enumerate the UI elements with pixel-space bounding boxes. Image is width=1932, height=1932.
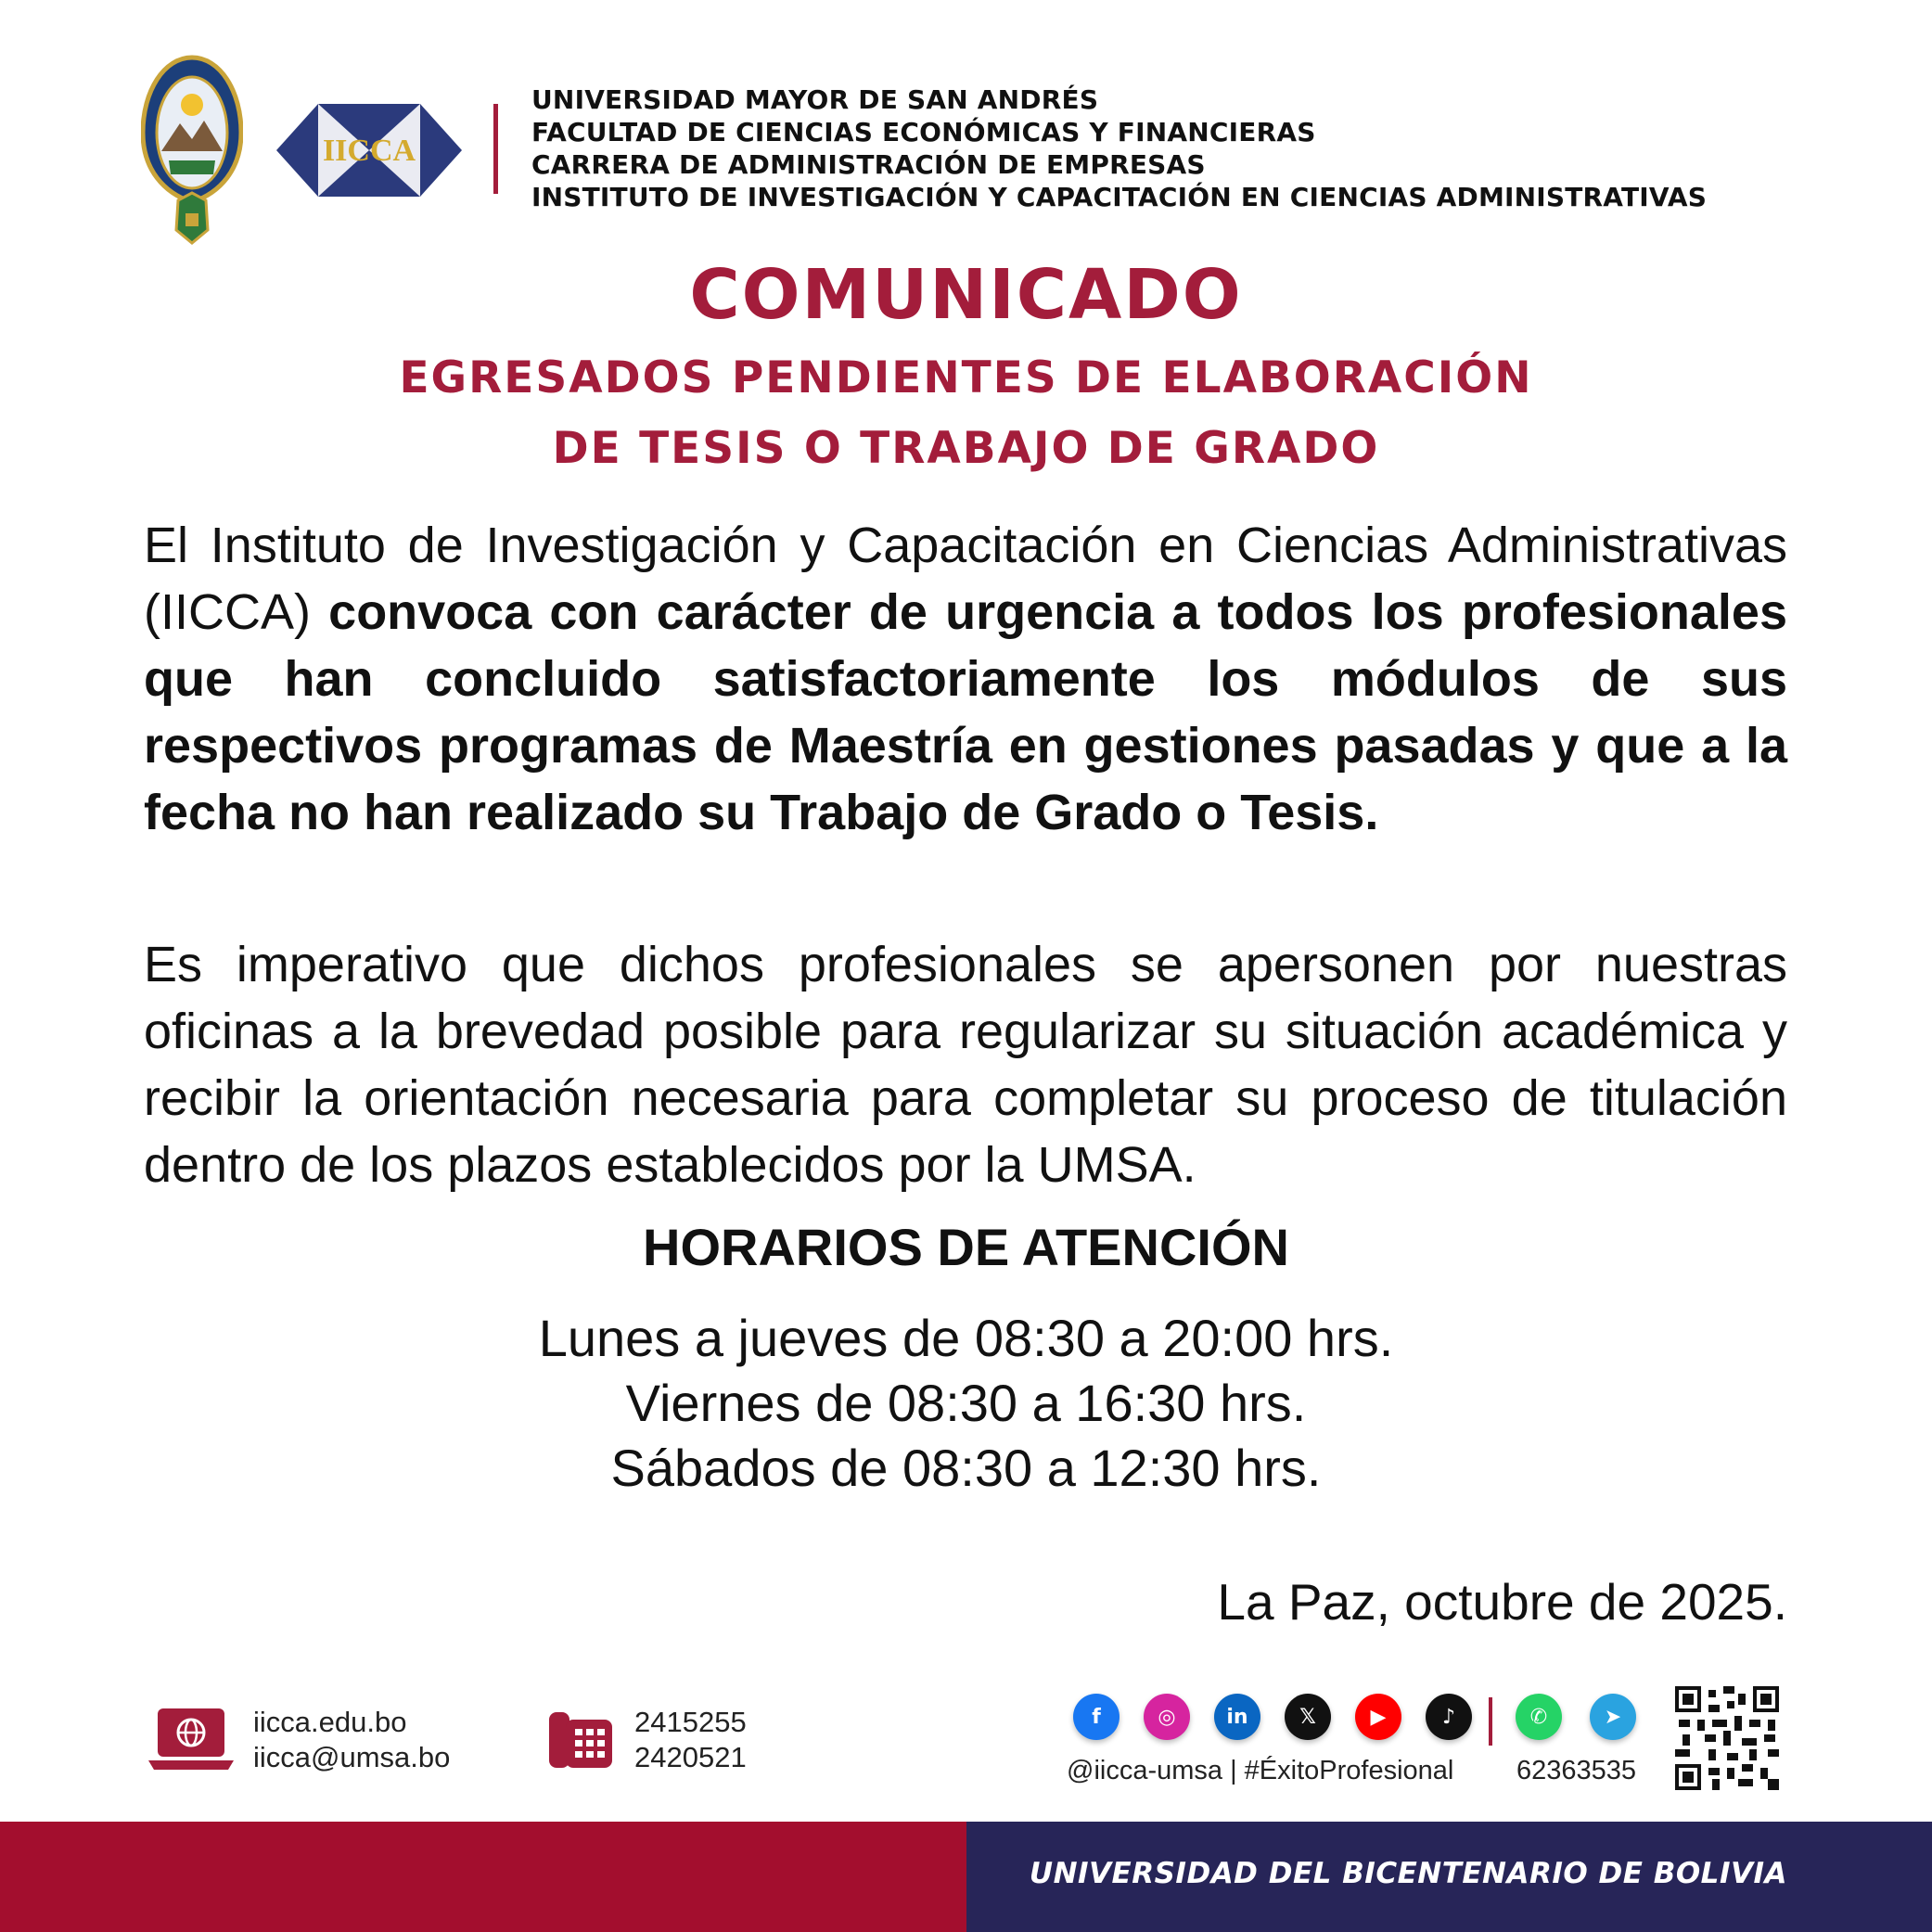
header-divider bbox=[493, 104, 498, 194]
phone-number-2[interactable]: 2420521 bbox=[634, 1741, 747, 1773]
paragraph-1-intro: El Instituto de Investigación y Capacitación en Ciencias Administrativas (IICCA) bbox=[144, 518, 1787, 640]
paragraph-1-emphasis: convoca con carácter de urgencia a todos los profesionales que han concluido satisfactoriamente los módulos de sus respectivos programas de Maestría en gestiones pasadas y que a la fecha no han realizado su Trabajo de Grado o Tesis. bbox=[144, 584, 1787, 840]
hours-title: HORARIOS DE ATENCIÓN bbox=[643, 1218, 1289, 1276]
social-handle: @iicca-umsa | #ÉxitoProfesional bbox=[1067, 1756, 1454, 1785]
subtitle-line-2: DE TESIS O TRABAJO DE GRADO bbox=[552, 423, 1380, 474]
web-contact bbox=[253, 1705, 450, 1775]
iicca-logo-text: IICCA bbox=[322, 134, 416, 168]
umsa-seal-logo bbox=[141, 54, 243, 245]
header-line-university: UNIVERSIDAD MAYOR DE SAN ANDRÉS bbox=[531, 84, 1099, 115]
messenger-icons bbox=[1516, 1694, 1636, 1740]
institution-header bbox=[531, 83, 1737, 213]
email-link[interactable]: iicca@umsa.bo bbox=[253, 1741, 451, 1773]
social-icons bbox=[1073, 1694, 1472, 1740]
phone-numbers bbox=[634, 1705, 747, 1775]
hours-line-saturday: Sábados de 08:30 a 12:30 hrs. bbox=[610, 1439, 1322, 1497]
qr-code[interactable] bbox=[1675, 1686, 1779, 1790]
announcement-paragraph-2: Es imperativo que dichos profesionales se apersonen por nuestras oficinas a la brevedad posible para regularizar su situación académica y recibir la orientación necesaria para completar su proceso de titulación dentro de los plazos establecidos por la UMSA. bbox=[144, 937, 1787, 1193]
header-line-institute: INSTITUTO DE INVESTIGACIÓN Y CAPACITACIÓN EN CIENCIAS ADMINISTRATIVAS bbox=[531, 182, 1708, 212]
iicca-logo bbox=[276, 104, 462, 197]
announcement-paragraph-1 bbox=[144, 512, 1787, 846]
hours-line-friday: Viernes de 08:30 a 16:30 hrs. bbox=[625, 1374, 1307, 1432]
x-icon[interactable]: 𝕏 bbox=[1285, 1694, 1331, 1740]
footer-slogan: UNIVERSIDAD DEL BICENTENARIO DE BOLIVIA bbox=[1029, 1857, 1787, 1890]
whatsapp-number[interactable]: 62363535 bbox=[1516, 1756, 1637, 1785]
telegram-icon[interactable]: ➤ bbox=[1590, 1694, 1636, 1740]
youtube-icon[interactable]: ▶ bbox=[1355, 1694, 1401, 1740]
whatsapp-icon[interactable]: ✆ bbox=[1516, 1694, 1562, 1740]
footer-band-left bbox=[0, 1822, 966, 1932]
date-line: La Paz, octubre de 2025. bbox=[1217, 1573, 1787, 1631]
header-line-faculty: FACULTAD DE CIENCIAS ECONÓMICAS Y FINANCIERAS bbox=[531, 117, 1316, 147]
social-divider bbox=[1489, 1697, 1492, 1746]
hours-line-weekdays: Lunes a jueves de 08:30 a 20:00 hrs. bbox=[538, 1309, 1394, 1367]
linkedin-icon[interactable]: in bbox=[1214, 1694, 1260, 1740]
page-title: COMUNICADO bbox=[689, 255, 1243, 335]
laptop-globe-icon bbox=[148, 1707, 234, 1772]
tiktok-icon[interactable]: ♪ bbox=[1426, 1694, 1472, 1740]
phone-icon bbox=[549, 1707, 614, 1772]
facebook-icon[interactable]: f bbox=[1073, 1694, 1120, 1740]
phone-number-1[interactable]: 2415255 bbox=[634, 1706, 747, 1738]
instagram-icon[interactable]: ◎ bbox=[1144, 1694, 1190, 1740]
website-link[interactable]: iicca.edu.bo bbox=[253, 1706, 407, 1738]
subtitle-line-1: EGRESADOS PENDIENTES DE ELABORACIÓN bbox=[399, 352, 1533, 403]
header-line-career: CARRERA DE ADMINISTRACIÓN DE EMPRESAS bbox=[531, 149, 1206, 180]
